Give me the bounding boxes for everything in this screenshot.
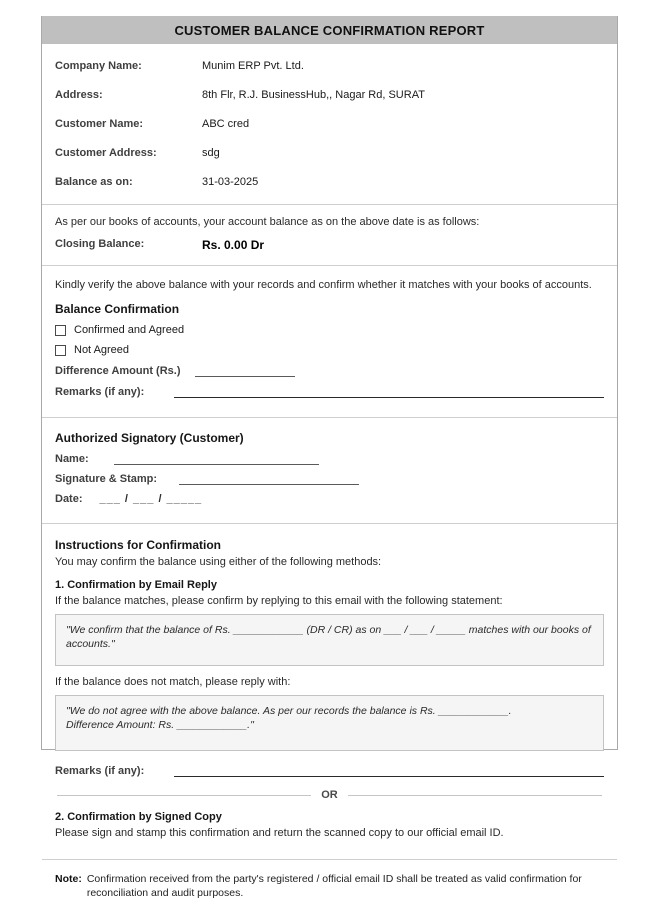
remarks-row [55,386,604,398]
or-divider [57,789,602,801]
remarks-label: Remarks (if any): [55,386,145,398]
note-section [42,859,617,912]
signatory-stamp-row [55,473,604,485]
confirm-statement-text: "We confirm that the balance of Rs. ____________ (DR / CR) as on ___ / ___ / _____ matches with our books of accounts." [66,624,591,650]
note-row [55,872,604,900]
field-value: sdg [202,147,220,159]
info-row-address [55,89,604,101]
instructions-section [42,523,617,859]
disagree-statement-line1: "We do not agree with the above balance. As per our records the balance is Rs. ____________. [66,705,512,717]
confirmed-checkbox[interactable] [55,325,66,336]
info-row-customer-name [55,118,604,130]
method2-heading: 2. Confirmation by Signed Copy [55,811,222,823]
divider-line [348,795,602,796]
closing-balance-value: Rs. 0.00 Dr [202,238,265,252]
info-row-customer-address [55,147,604,159]
disagree-statement-box [55,695,604,751]
field-value: 8th Flr, R.J. BusinessHub,, Nagar Rd, SURAT [202,89,425,101]
closing-balance-section [42,204,617,265]
field-label: Customer Address: [55,147,157,159]
method1-heading: 1. Confirmation by Email Reply [55,579,217,591]
field-label: Company Name: [55,60,142,72]
authorized-signatory-heading: Authorized Signatory (Customer) [55,431,244,445]
instructions-heading: Instructions for Confirmation [55,538,221,552]
instructions-remarks-blank [174,766,604,777]
info-section [42,44,617,204]
difference-amount-label: Difference Amount (Rs.) [55,365,181,377]
info-row-balance-as-on [55,176,604,188]
remarks-blank [174,387,604,398]
signatory-date-row [55,493,604,505]
date-label: Date: [55,493,83,505]
verify-text: Kindly verify the above balance with your records and confirm whether it matches with your books of accounts. [55,279,592,291]
instructions-remarks-label: Remarks (if any): [55,765,145,777]
field-label: Balance as on: [55,176,133,188]
divider-line [57,795,311,796]
checkbox-label: Confirmed and Agreed [74,324,185,336]
balance-confirmation-section [42,265,617,417]
report-title: CUSTOMER BALANCE CONFIRMATION REPORT [42,16,617,44]
balance-intro-text: As per our books of accounts, your account balance as on the above date is as follows: [55,216,480,228]
field-value: ABC cred [202,118,250,130]
or-label: OR [321,789,338,801]
date-blank: ___ / ___ / _____ [99,493,203,505]
signature-stamp-label: Signature & Stamp: [55,473,158,485]
no-match-text: If the balance does not match, please reply with: [55,676,291,688]
balance-confirmation-heading: Balance Confirmation [55,302,180,316]
disagree-statement-line2: Difference Amount: Rs. ____________." [66,719,254,731]
field-label: Address: [55,89,103,101]
note-label: Note: [55,873,82,885]
signatory-name-row [55,453,604,465]
confirm-statement-box [55,614,604,666]
checkbox-label: Not Agreed [74,344,130,356]
method1-text: If the balance matches, please confirm by replying to this email with the following statement: [55,595,503,607]
closing-balance-label: Closing Balance: [55,238,145,250]
difference-amount-row [55,365,604,377]
checkbox-row-confirmed [55,324,604,336]
instructions-intro: You may confirm the balance using either of the following methods: [55,556,382,568]
field-value: Munim ERP Pvt. Ltd. [202,60,304,72]
note-text: Confirmation received from the party's registered / official email ID shall be treated as valid confirmation for reconciliation and audit purposes. [86,873,582,899]
report-document [41,16,618,899]
method2-text: Please sign and stamp this confirmation and return the scanned copy to our official email ID. [55,827,504,839]
not-agreed-checkbox[interactable] [55,345,66,356]
checkbox-row-not-agreed [55,344,604,356]
difference-amount-blank [195,366,295,377]
name-label: Name: [55,453,89,465]
field-label: Customer Name: [55,118,144,130]
signature-stamp-blank [179,474,359,485]
instructions-remarks-row [55,765,604,777]
closing-balance-row [55,238,604,252]
authorized-signatory-section [42,417,617,523]
field-value: 31-03-2025 [202,176,259,188]
info-row-company-name [55,60,604,72]
name-blank [114,454,319,465]
